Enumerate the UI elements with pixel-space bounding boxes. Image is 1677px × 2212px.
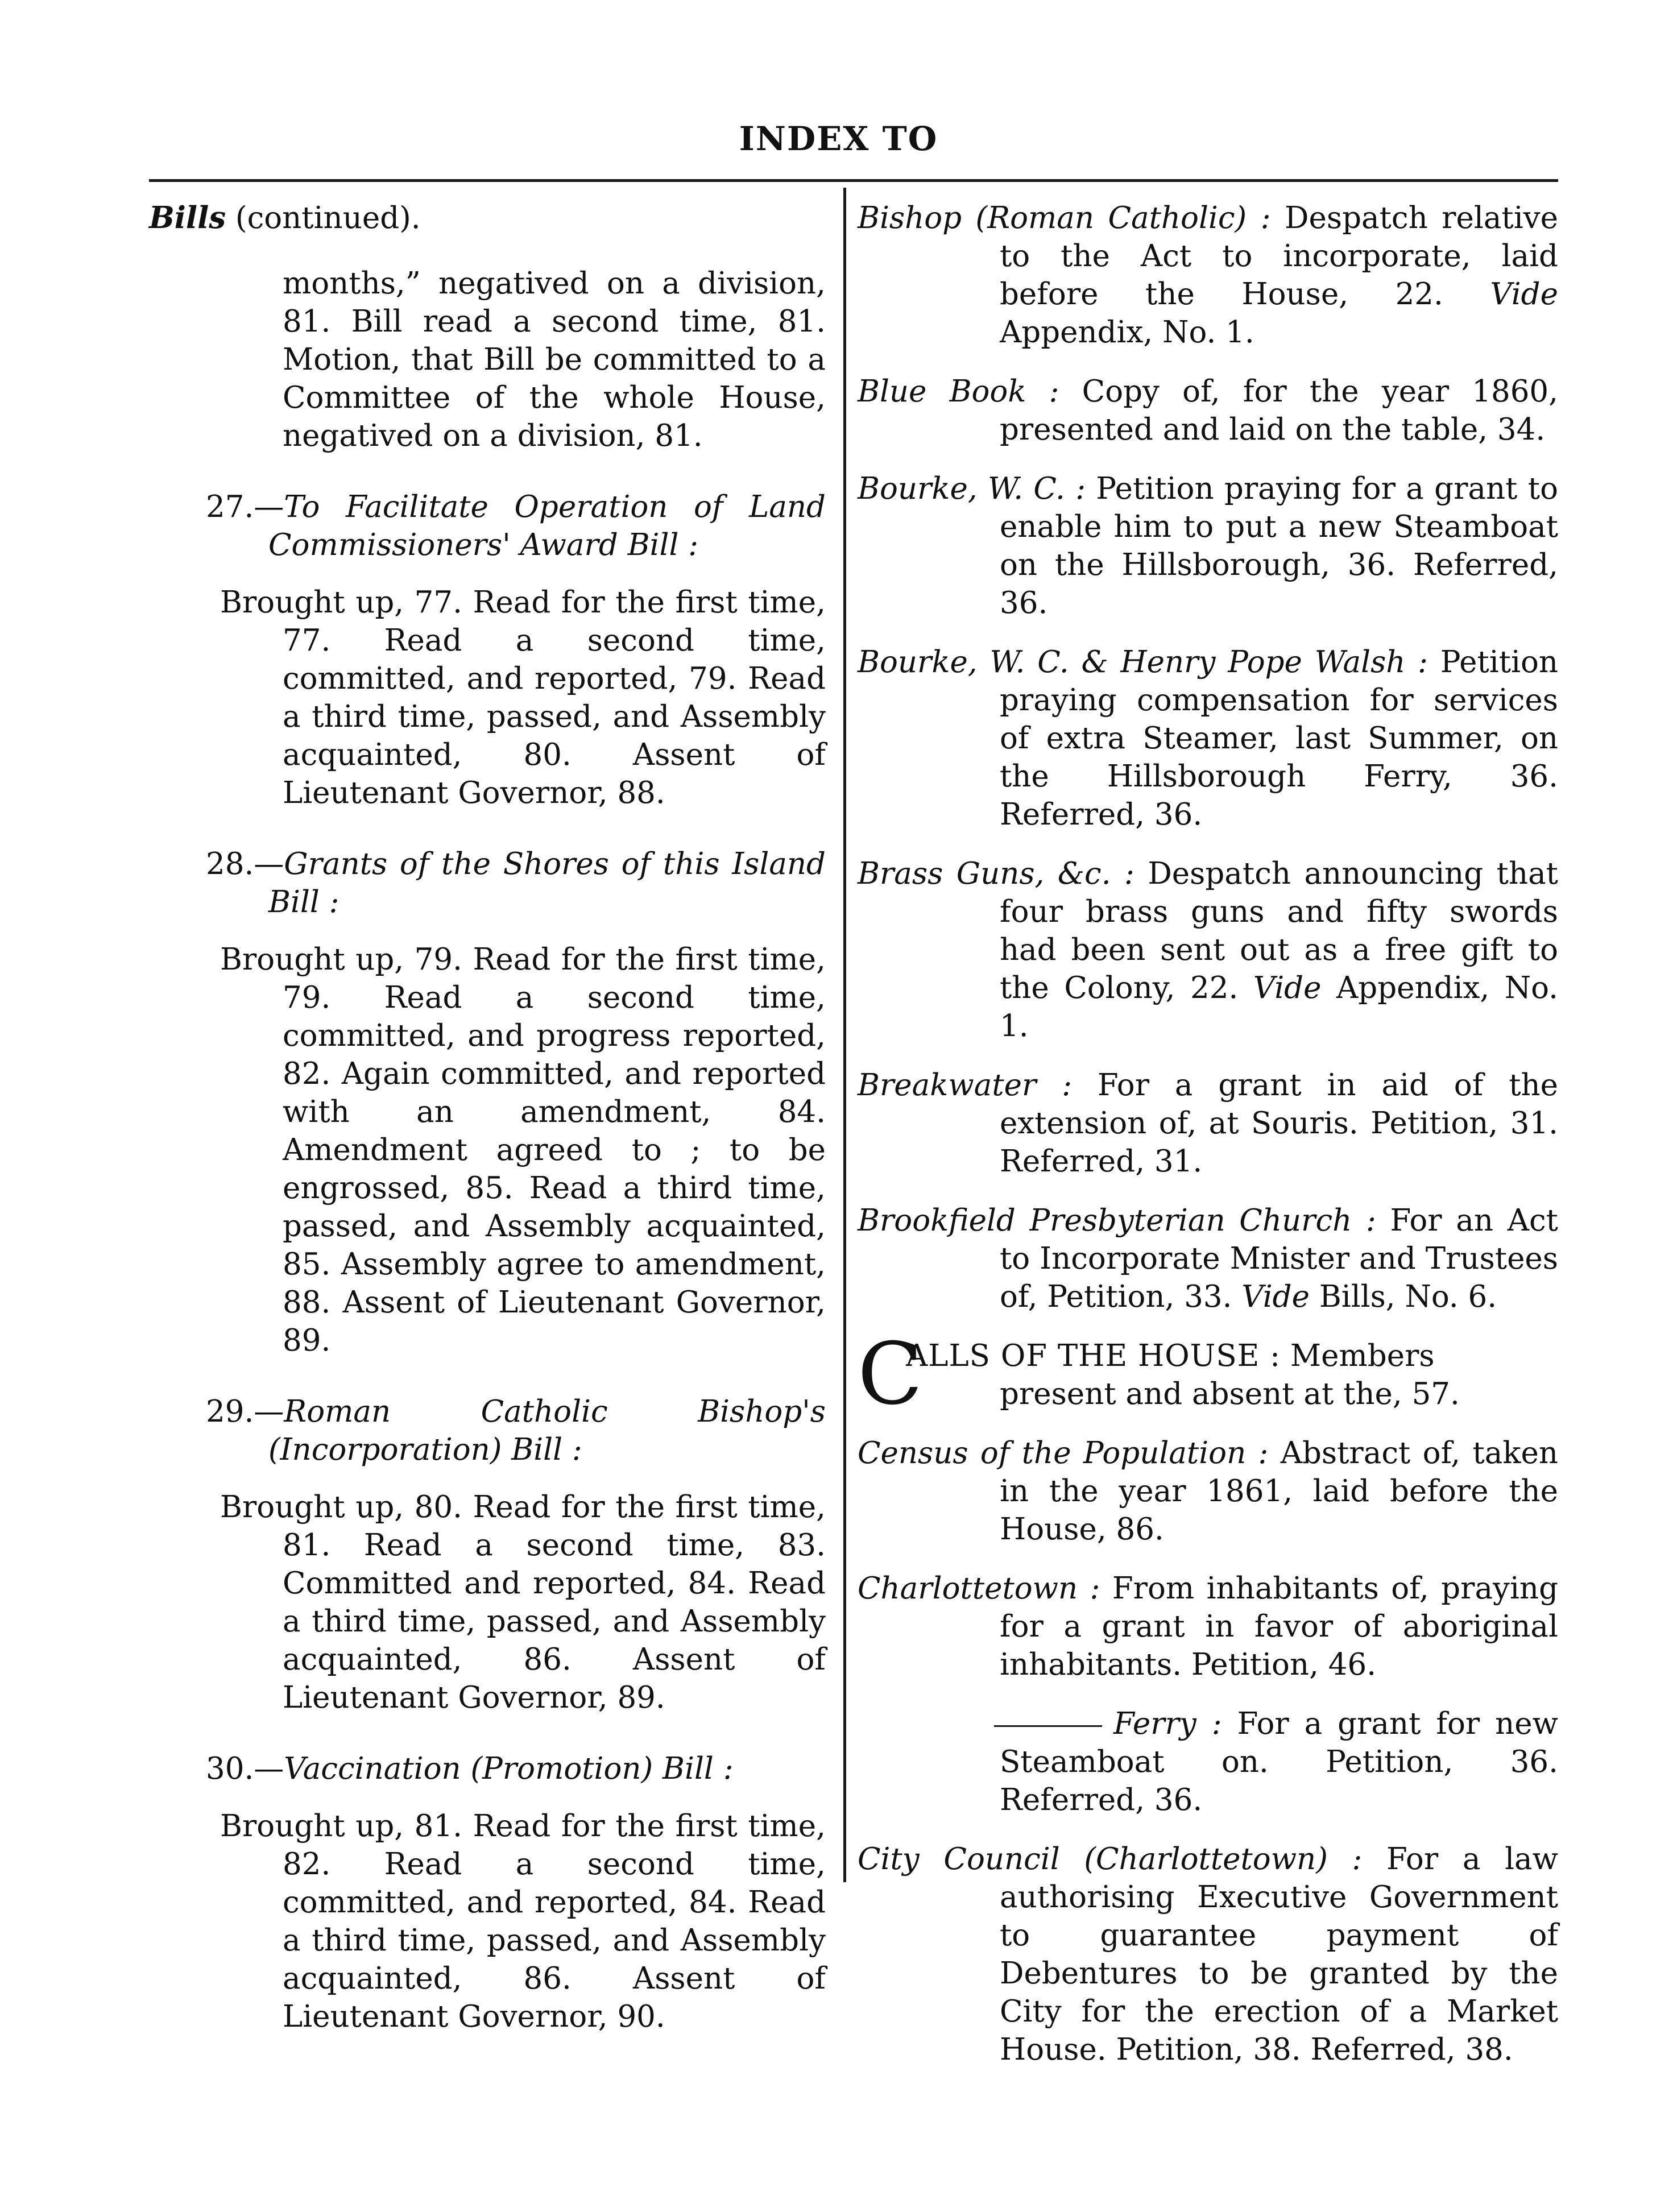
- entry-text: Despatch relative to the Act to incorporate, laid before the House, 22.: [1000, 201, 1558, 312]
- index-entry: [858, 1066, 1558, 1180]
- bill-title: 30.—Vaccination (Promotion) Bill :: [206, 1751, 734, 1786]
- calls-heading: ALLS OF THE HOUSE :: [906, 1339, 1281, 1373]
- right-column: [858, 199, 1558, 2090]
- index-entry: [858, 470, 1558, 622]
- bill-title: 29.—Roman Catholic Bishop's (Incorporation) Bill :: [206, 1394, 826, 1467]
- bill-number: 29.: [206, 1394, 254, 1429]
- index-entry: [858, 372, 1558, 449]
- bill-body: Brought up, 81. Read for the first time, 82. Read a second time, committed, and reported, 84. Read a third time, passed, and Assembly acquainted, 86. Assent of Lieutenant Governor, 90.: [220, 1809, 826, 2034]
- entry-topic: Bourke, W. C. :: [858, 471, 1086, 506]
- entry-text: Members present and absent at the, 57.: [1000, 1339, 1460, 1411]
- bill-title-text: To Facilitate Operation of Land Commissioners' Award Bill :: [268, 490, 826, 562]
- entry-topic: Charlottetown :: [858, 1571, 1100, 1606]
- drop-cap: C: [858, 1325, 923, 1424]
- index-entry: [858, 1840, 1558, 2069]
- continued-text: months,” negatived on a division, 81. Bill read a second time, 81. Motion, that Bill be committed to a Committee of the whole House, negatived on a division, 81.: [283, 266, 826, 453]
- entry-vide: Vide: [1490, 277, 1558, 312]
- index-entry: [858, 1434, 1558, 1548]
- index-entry: [858, 855, 1558, 1045]
- entry-text: Petition praying compensation for services of extra Steamer, last Summer, on the Hillsborough Ferry, 36. Referred, 36.: [1000, 645, 1558, 832]
- section-heading: [149, 199, 826, 237]
- bill-body: Brought up, 77. Read for the first time, 77. Read a second time, committed, and reported, 79. Read a third time, passed, and Assembly acquainted, 80. Assent of Lieutenant Governor, 88.: [220, 585, 826, 810]
- entry-text-after: Appendix, No. 1.: [1000, 971, 1558, 1043]
- bill-number: 30.: [206, 1751, 254, 1786]
- entry-vide: Vide: [1241, 1279, 1310, 1314]
- entry-text: For an Act to Incorporate Mnister and Trustees of, Petition, 33.: [1000, 1203, 1558, 1314]
- bill-number: 28.: [206, 847, 254, 881]
- bill-title-text: Grants of the Shores of this Island Bill :: [268, 847, 826, 919]
- index-entry: [858, 643, 1558, 834]
- entry-text: Abstract of, taken in the year 1861, laid before the House, 86.: [1000, 1436, 1558, 1547]
- entry-topic: Bishop (Roman Catholic) :: [858, 201, 1271, 235]
- entry-topic: Ferry :: [1113, 1706, 1222, 1741]
- entry-vide: Vide: [1253, 971, 1322, 1005]
- section-note: (continued).: [235, 201, 421, 235]
- header-rule: [149, 179, 1558, 182]
- entry-topic: Census of the Population :: [858, 1436, 1269, 1470]
- section-topic: Bills: [149, 200, 226, 235]
- entry-topic: Brookfield Presbyterian Church :: [858, 1203, 1376, 1238]
- entry-topic: Breakwater :: [858, 1068, 1073, 1103]
- entry-text: For a grant for new Steamboat on. Petition, 36. Referred, 36.: [1000, 1706, 1558, 1817]
- bill-title-text: Roman Catholic Bishop's (Incorporation) Bill :: [268, 1394, 826, 1467]
- calls-of-the-house-entry: [858, 1325, 1558, 1424]
- entry-topic: Blue Book :: [858, 374, 1059, 409]
- bill-body: Brought up, 79. Read for the first time, 79. Read a second time, committed, and progress reported, 82. Again committed, and reported with an amendment, 84. Amendment agreed to ; to be engrossed, 85. Read a third time, passed, and Assembly acquainted, 85. Assembly agree to amendment, 88. Assent of Lieutenant Governor, 89.: [220, 942, 826, 1358]
- bill-title-text: Vaccination (Promotion) Bill :: [284, 1751, 734, 1786]
- entry-text: For a grant in aid of the extension of, at Souris. Petition, 31. Referred, 31.: [1000, 1068, 1558, 1179]
- left-column: [149, 199, 826, 2069]
- entry-text: Copy of, for the year 1860, presented and laid on the table, 34.: [1000, 374, 1558, 447]
- entry-topic: City Council (Charlottetown) :: [858, 1842, 1363, 1877]
- index-entry: [858, 199, 1558, 351]
- entry-text: For a law authorising Executive Government to guarantee payment of Debentures to be granted by the City for the erection of a Market House. Petition, 38. Referred, 38.: [1000, 1842, 1558, 2067]
- entry-text-after: Bills, No. 6.: [1319, 1279, 1497, 1314]
- index-entry: [858, 1569, 1558, 1684]
- bill-title: 27.—To Facilitate Operation of Land Commissioners' Award Bill :: [206, 490, 826, 562]
- column-divider: [843, 188, 846, 1882]
- bill-number: 27.: [206, 490, 254, 524]
- page-title: INDEX TO: [739, 119, 938, 158]
- bill-title: 28.—Grants of the Shores of this Island Bill :: [206, 847, 826, 919]
- entry-text-after: Appendix, No. 1.: [1000, 315, 1254, 350]
- entry-text: From inhabitants of, praying for a grant in favor of aboriginal inhabitants. Petition, 46.: [1000, 1571, 1558, 1682]
- entry-topic: Bourke, W. C. & Henry Pope Walsh :: [858, 645, 1428, 680]
- entry-text: Despatch announcing that four brass guns and fifty swords had been sent out as a free gift to the Colony, 22.: [1000, 856, 1558, 1005]
- ditto-dash: [994, 1725, 1102, 1727]
- ferry-entry: [858, 1705, 1558, 1819]
- bill-body: Brought up, 80. Read for the first time, 81. Read a second time, 83. Committed and reported, 84. Read a third time, passed, and Assembly acquainted, 86. Assent of Lieutenant Governor, 89.: [220, 1490, 826, 1715]
- entry-text: Petition praying for a grant to enable him to put a new Steamboat on the Hillsborough, 36. Referred, 36.: [1000, 471, 1558, 620]
- index-entry: [858, 1202, 1558, 1316]
- entry-topic: Brass Guns, &c. :: [858, 856, 1134, 891]
